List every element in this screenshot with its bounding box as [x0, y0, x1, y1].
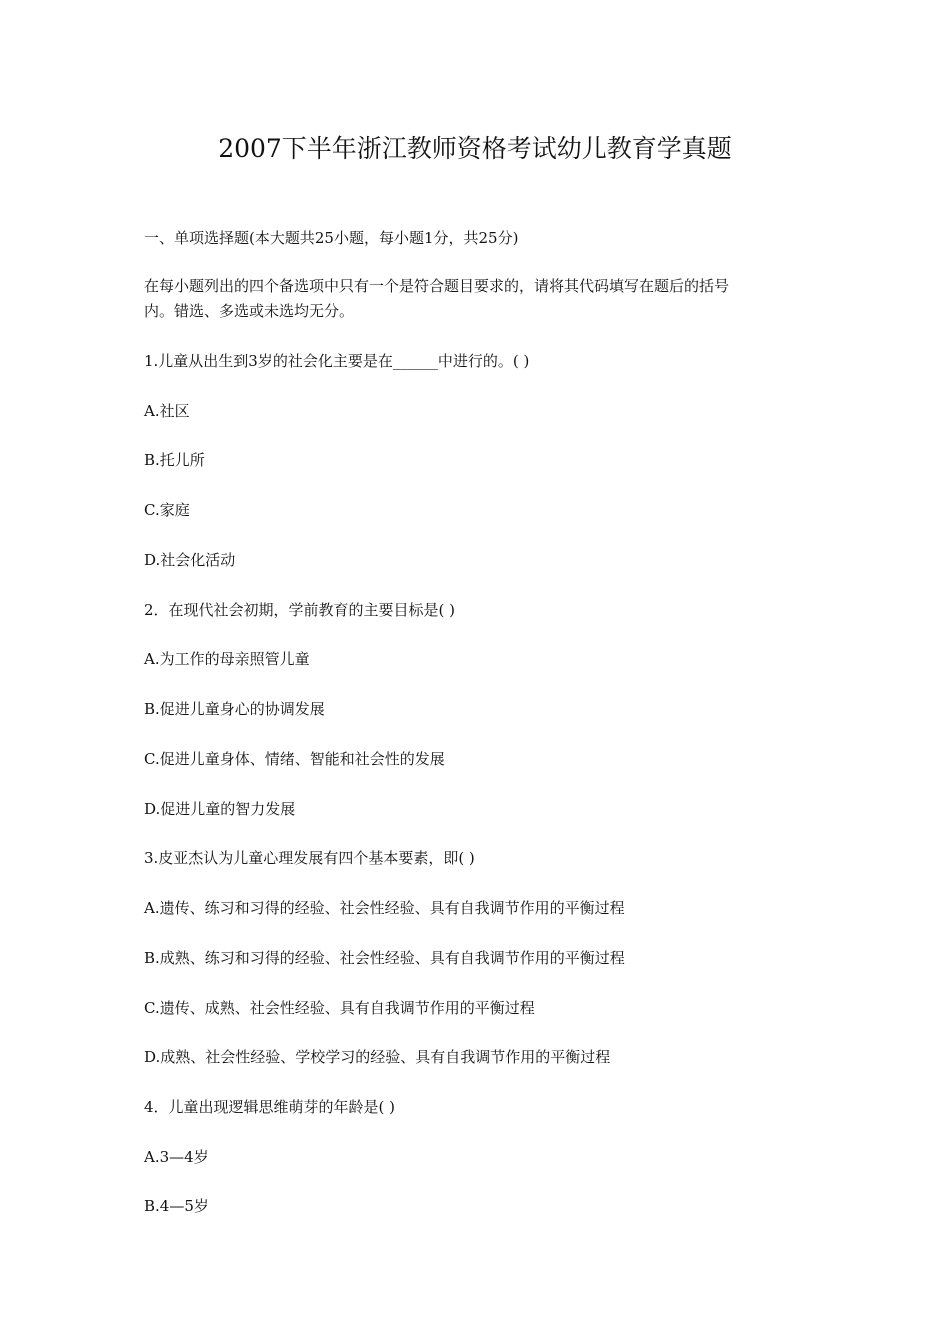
question-option: C.遗传、成熟、社会性经验、具有自我调节作用的平衡过程: [144, 999, 535, 1017]
question-option: D.社会化活动: [144, 551, 236, 569]
question-stem: 4．儿童出现逻辑思维萌芽的年龄是( ): [144, 1098, 396, 1116]
question-option: A.遗传、练习和习得的经验、社会性经验、具有自我调节作用的平衡过程: [144, 899, 625, 917]
section-heading: 一、单项选择题(本大题共25小题，每小题1分，共25分): [144, 229, 519, 247]
question-option: B.促进儿童身心的协调发展: [144, 700, 325, 718]
question-option: C.促进儿童身体、情绪、智能和社会性的发展: [144, 750, 445, 768]
question-option: B.托儿所: [144, 451, 205, 469]
question-stem: 2．在现代社会初期，学前教育的主要目标是( ): [144, 601, 456, 619]
instructions-line: 在每小题列出的四个备选项中只有一个是符合题目要求的，请将其代码填写在题后的括号: [144, 277, 730, 295]
question-option: A.为工作的母亲照管儿童: [144, 650, 310, 668]
question-option: A.3—4岁: [144, 1148, 209, 1166]
question-option: A.社区: [144, 402, 190, 420]
question-stem: 1.儿童从出生到3岁的社会化主要是在______中进行的。( ): [144, 352, 530, 370]
question-option: B.4—5岁: [144, 1197, 209, 1215]
instructions-line: 内。错选、多选或未选均无分。: [144, 302, 355, 320]
question-option: B.成熟、练习和习得的经验、社会性经验、具有自我调节作用的平衡过程: [144, 949, 625, 967]
document-title: 2007下半年浙江教师资格考试幼儿教育学真题: [218, 134, 732, 163]
question-option: C.家庭: [144, 501, 190, 519]
question-stem: 3.皮亚杰认为儿童心理发展有四个基本要素，即( ): [144, 849, 475, 867]
question-option: D.促进儿童的智力发展: [144, 800, 296, 818]
question-option: D.成熟、社会性经验、学校学习的经验、具有自我调节作用的平衡过程: [144, 1048, 611, 1066]
